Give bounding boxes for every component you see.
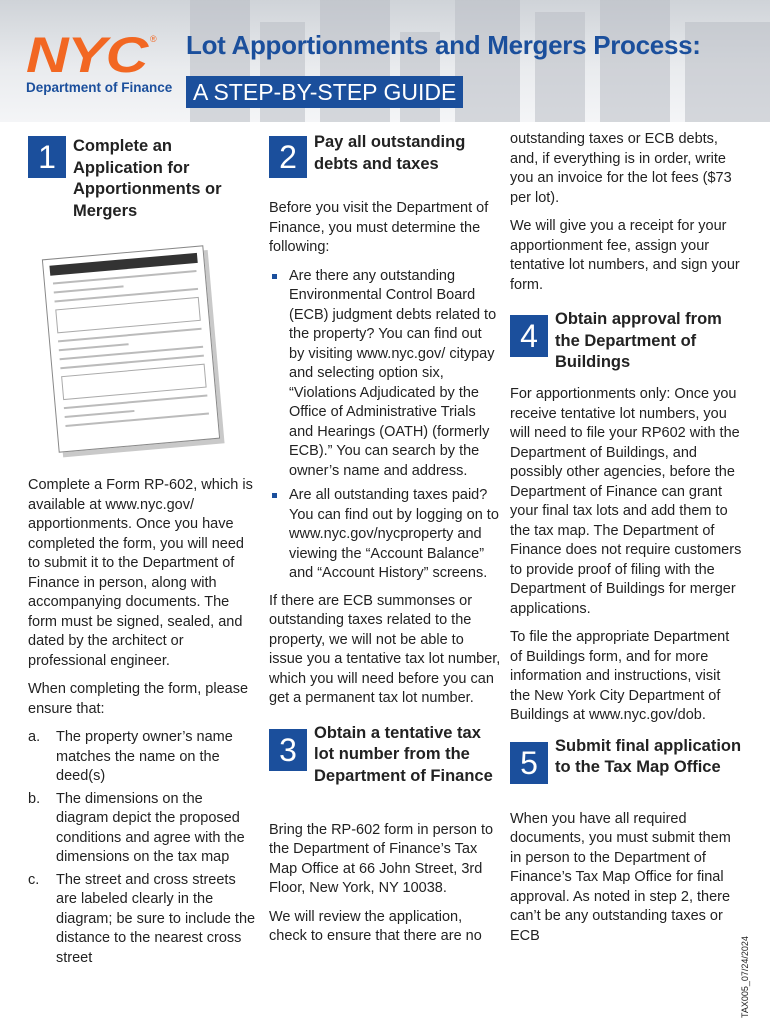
step-3 (269, 723, 501, 811)
nyc-dof-logo (26, 27, 182, 100)
step-4 (510, 309, 742, 375)
step-1 (28, 130, 256, 222)
column-2 (269, 130, 501, 956)
list-item: Are all outstanding taxes paid? You can find out by logging on to www.nyc.gov/nycproperty and viewing the “Account Balance” and “Account History” screens. (269, 486, 501, 584)
list-item: b. The dimensions on the diagram depict the proposed conditions and agree with the dimensions on the tax map (28, 790, 245, 865)
step-5-number: 5 (510, 742, 548, 784)
step-3-heading: Obtain a tentative tax lot number from the Department of Finance (314, 723, 493, 785)
step-5 (510, 736, 742, 802)
step-2-bullets (269, 267, 501, 584)
logo-department: Department of Finance (26, 80, 173, 95)
step-1-paragraph-1: Complete a Form RP-602, which is available at www.nyc.gov/ apportionments. Once you have completed the form, you will need to submit it to the Department of Finance in person, along with accompanying documents. The form must be signed, sealed, and dated by the architect or professional engineer. (28, 477, 253, 669)
step-3-paragraph-3: outstanding taxes or ECB debts, and, if everything is in order, write you an invoice for the lot fees ($73 per lot). (510, 131, 732, 206)
column-1 (28, 130, 256, 971)
step-3-number: 3 (269, 729, 307, 771)
page-subtitle: A STEP-BY-STEP GUIDE (186, 76, 463, 108)
step-3-paragraph-2: We will review the application, check to ensure that there are no (269, 908, 482, 944)
list-item: Are there any outstanding Environmental Control Board (ECB) judgment debts related to the property? You can find out by visiting www.nyc.gov/ citypay and selecting option six, “Violations Adjudicated by the Office of Administrative Trials and Hearings (OATH) (formerly ECB).” You can search by the owner’s name and address. (269, 267, 501, 482)
step-5-paragraph-1: When you have all required documents, you must submit them in person to the Department of Finance’s Tax Map Office for final approval. As noted in step 2, there can’t be any outstanding taxes or ECB (510, 810, 731, 944)
step-4-paragraph-1: For apportionments only: Once you receive tentative lot numbers, you will need to file your RP602 with the Department of Buildings, and possibly other agencies, before the Department of Finance can grant your final tax lots and add them to the tax map. The Department of Finance does not require customers to provide proof of filing with the Department of Buildings for merger applications. (510, 386, 742, 617)
step-1-number: 1 (28, 136, 66, 178)
rp-602-form-image (28, 252, 246, 462)
step-3-paragraph-1: Bring the RP-602 form in person to the Department of Finance’s Tax Map Office at 66 John Street, 3rd Floor, New York, NY 10038. (269, 821, 494, 896)
step-2-paragraph-1: Before you visit the Department of Finance, you must determine the following: (269, 200, 489, 255)
step-1-checklist (28, 728, 256, 968)
step-4-number: 4 (510, 315, 548, 357)
form-code: TAX005_07/24/2024 (740, 936, 750, 1018)
step-2-heading: Pay all outstanding debts and taxes (314, 133, 466, 173)
logo-nyc: NYC (26, 27, 148, 83)
page-title: Lot Apportionments and Mergers Process: (186, 30, 701, 60)
column-3 (510, 130, 742, 955)
step-4-heading: Obtain approval from the Department of Buildings (555, 310, 722, 371)
step-2-paragraph-2: If there are ECB summonses or outstanding taxes related to the property, we will not be able to issue you a tentative tax lot number, which you will need before you can get a permanent tax lot number. (269, 592, 501, 706)
step-2-number: 2 (269, 136, 307, 178)
step-5-heading: Submit final application to the Tax Map Office (555, 736, 742, 776)
step-2 (269, 130, 501, 175)
step-1-paragraph-2: When completing the form, please ensure that: (28, 681, 249, 717)
logo-registered: ® (150, 34, 157, 44)
list-item: a. The property owner’s name matches the name on the deed(s) (28, 729, 233, 784)
page-header (0, 0, 770, 122)
step-3-paragraph-4: We will give you a receipt for your apportionment fee, assign your tentative lot numbers, and sign your form. (510, 218, 740, 293)
list-item: c. The street and cross streets are labeled clearly in the diagram; be sure to include the distance to the nearest cross street (28, 871, 256, 966)
step-4-paragraph-2: To file the appropriate Department of Buildings form, and for more information and instructions, visit the New York City Department of Buildings at www.nyc.gov/dob. (510, 629, 730, 723)
step-1-heading: Complete an Application for Apportionments or Mergers (73, 137, 222, 220)
